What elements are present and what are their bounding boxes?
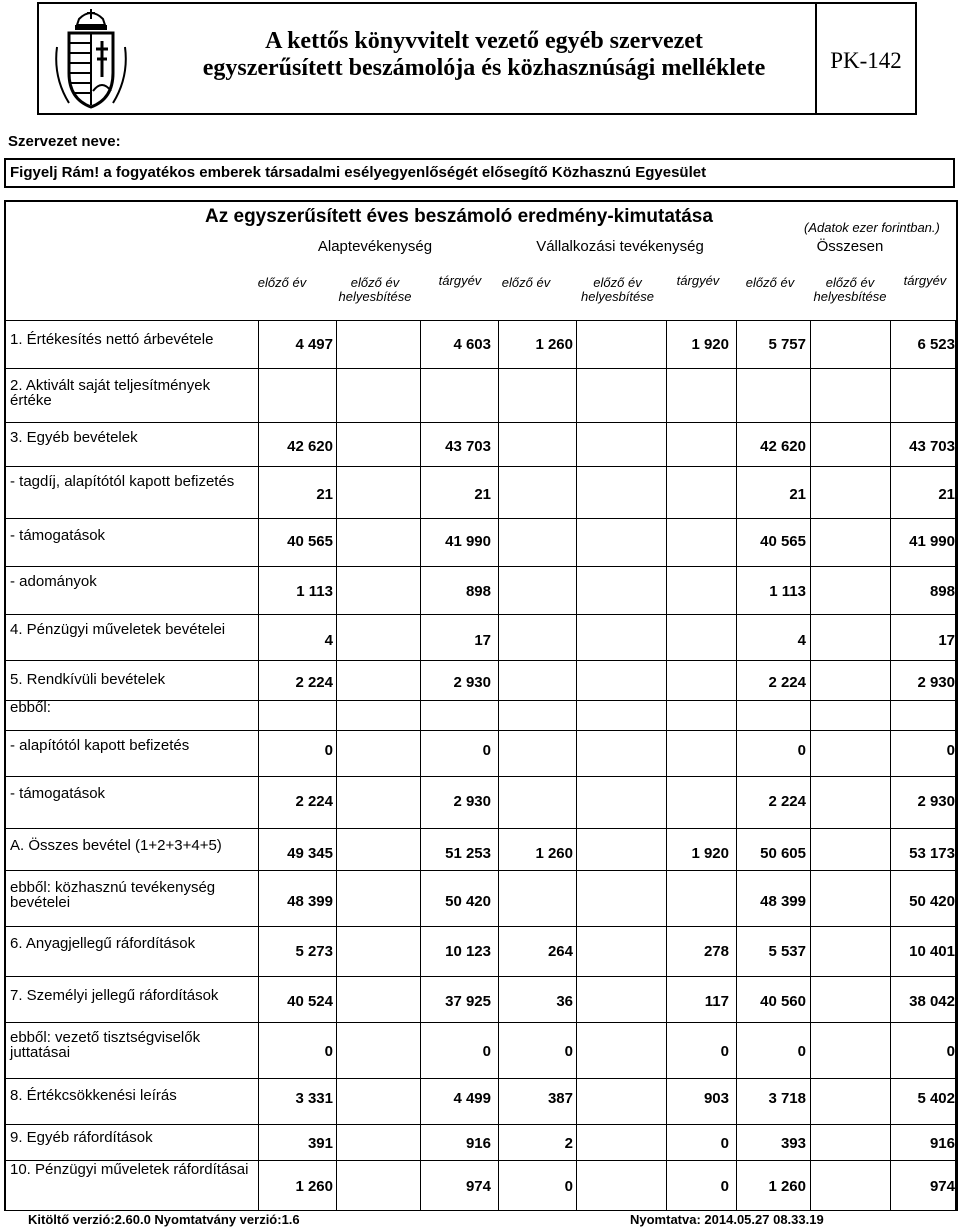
table-cell[interactable]: 5 273 xyxy=(295,943,333,960)
col-header-correction xyxy=(805,276,895,304)
column-divider xyxy=(666,320,667,1210)
row-label: 5. Rendkívüli bevételek xyxy=(10,671,166,688)
table-cell[interactable]: 387 xyxy=(547,1090,573,1107)
col-header-correction-line-2: helyesbítése xyxy=(338,289,412,304)
table-cell[interactable]: 0 xyxy=(720,1178,729,1195)
table-cell[interactable]: 2 224 xyxy=(295,674,333,691)
table-cell[interactable]: 5 757 xyxy=(768,336,806,353)
col-header-correction-line-1: előző év xyxy=(350,275,400,290)
table-cell[interactable]: 0 xyxy=(564,1043,573,1060)
table-cell[interactable]: 1 920 xyxy=(691,336,729,353)
table-cell[interactable]: 51 253 xyxy=(445,845,491,862)
row-divider xyxy=(4,1078,958,1079)
table-cell[interactable]: 4 xyxy=(797,632,806,649)
table-cell[interactable]: 0 xyxy=(324,1043,333,1060)
row-label: 4. Pénzügyi műveletek bevételei xyxy=(10,621,226,638)
table-cell[interactable]: 36 xyxy=(556,993,573,1010)
table-cell[interactable]: 1 113 xyxy=(769,583,806,600)
row-label: 10. Pénzügyi műveletek ráfordításai xyxy=(10,1161,249,1178)
table-cell[interactable]: 898 xyxy=(929,583,955,600)
table-cell[interactable]: 37 925 xyxy=(445,993,491,1010)
table-cell[interactable]: 0 xyxy=(797,1043,806,1060)
table-cell[interactable]: 50 420 xyxy=(909,893,955,910)
table-cell[interactable]: 17 xyxy=(938,632,955,649)
table-cell[interactable]: 17 xyxy=(474,632,491,649)
group-header-total: Összesen xyxy=(816,238,884,255)
row-divider xyxy=(4,1210,958,1211)
column-divider xyxy=(955,320,956,1210)
form-title xyxy=(149,28,819,82)
table-cell[interactable]: 41 990 xyxy=(909,533,955,550)
table-cell[interactable]: 2 224 xyxy=(768,793,806,810)
table-cell[interactable]: 0 xyxy=(946,742,955,759)
table-cell[interactable]: 4 499 xyxy=(453,1090,491,1107)
table-cell[interactable]: 1 920 xyxy=(691,845,729,862)
col-header-correction xyxy=(330,276,420,304)
row-divider xyxy=(4,422,958,423)
table-cell[interactable]: 264 xyxy=(547,943,573,960)
row-divider xyxy=(4,1022,958,1023)
table-cell[interactable]: 49 345 xyxy=(287,845,333,862)
table-cell[interactable]: 2 930 xyxy=(917,793,955,810)
table-cell[interactable]: 1 260 xyxy=(295,1178,333,1195)
row-label: ebből: xyxy=(10,699,51,716)
row-divider xyxy=(4,976,958,977)
table-cell[interactable]: 6 523 xyxy=(917,336,955,353)
table-cell[interactable]: 41 990 xyxy=(445,533,491,550)
row-divider xyxy=(4,926,958,927)
row-label: ebből: vezető tisztségviselők juttatásai xyxy=(10,1029,201,1061)
col-header-current-year: tárgyév xyxy=(438,273,482,288)
row-label: A. Összes bevétel (1+2+3+4+5) xyxy=(10,837,222,854)
table-cell[interactable]: 903 xyxy=(703,1090,729,1107)
col-header-previous-year: előző év xyxy=(257,275,307,290)
table-cell[interactable]: 4 xyxy=(324,632,333,649)
row-label: - tagdíj, alapítótól kapott befizetés xyxy=(10,473,235,490)
table-cell[interactable]: 1 260 xyxy=(768,1178,806,1195)
table-cell[interactable]: 1 260 xyxy=(535,845,573,862)
table-cell[interactable]: 0 xyxy=(324,742,333,759)
row-label: 7. Személyi jellegű ráfordítások xyxy=(10,987,219,1004)
table-cell[interactable]: 43 703 xyxy=(909,438,955,455)
table-cell[interactable]: 117 xyxy=(704,993,729,1010)
table-cell[interactable]: 43 703 xyxy=(445,438,491,455)
col-header-current-year: tárgyév xyxy=(903,273,947,288)
row-label: 3. Egyéb bevételek xyxy=(10,429,138,446)
column-divider xyxy=(576,320,577,1210)
table-cell[interactable]: 3 718 xyxy=(768,1090,806,1107)
footer-version: Kitöltő verzió:2.60.0 Nyomtatvány verzió:1.6 xyxy=(28,1212,300,1227)
table-cell[interactable]: 3 331 xyxy=(295,1090,333,1107)
column-divider xyxy=(810,320,811,1210)
row-divider xyxy=(4,776,958,777)
table-cell[interactable]: 21 xyxy=(938,486,955,503)
table-cell[interactable]: 1 113 xyxy=(296,583,333,600)
form-code: PK-142 xyxy=(830,48,902,73)
group-header-business: Vállalkozási tevékenység xyxy=(536,238,704,255)
table-cell[interactable]: 21 xyxy=(474,486,491,503)
table-cell[interactable]: 0 xyxy=(720,1043,729,1060)
form-title-line-2: egyszerűsített beszámolója és közhasznúsági melléklete xyxy=(202,55,766,81)
unit-note: (Adatok ezer forintban.) xyxy=(804,220,940,235)
table-cell[interactable]: 48 399 xyxy=(760,893,806,910)
row-label: - támogatások xyxy=(10,785,106,802)
table-cell[interactable]: 42 620 xyxy=(287,438,333,455)
table-cell[interactable]: 4 497 xyxy=(295,336,333,353)
row-divider xyxy=(4,614,958,615)
table-cell[interactable]: 2 224 xyxy=(768,674,806,691)
form-header xyxy=(37,2,917,115)
col-header-correction-line-1: előző év xyxy=(825,275,875,290)
table-cell[interactable]: 974 xyxy=(465,1178,491,1195)
row-divider xyxy=(4,566,958,567)
table-cell[interactable]: 0 xyxy=(720,1135,729,1152)
table-cell[interactable]: 391 xyxy=(307,1135,333,1152)
row-label: 8. Értékcsökkenési leírás xyxy=(10,1087,177,1104)
table-title: Az egyszerűsített éves beszámoló eredmény-kimutatása xyxy=(205,206,713,227)
row-divider xyxy=(4,320,958,321)
table-cell[interactable]: 40 524 xyxy=(287,993,333,1010)
column-divider xyxy=(498,320,499,1210)
table-cell[interactable]: 2 xyxy=(564,1135,573,1152)
col-header-correction xyxy=(570,276,665,304)
table-cell[interactable]: 393 xyxy=(780,1135,806,1152)
table-cell[interactable]: 21 xyxy=(316,486,333,503)
table-cell[interactable]: 4 603 xyxy=(453,336,491,353)
row-divider xyxy=(4,368,958,369)
table-cell[interactable]: 0 xyxy=(564,1178,573,1195)
table-cell[interactable]: 974 xyxy=(929,1178,955,1195)
group-header-basic: Alaptevékenység xyxy=(317,238,433,255)
table-cell[interactable]: 40 565 xyxy=(287,533,333,550)
row-label: 6. Anyagjellegű ráfordítások xyxy=(10,935,196,952)
table-cell[interactable]: 5 402 xyxy=(917,1090,955,1107)
organization-label: Szervezet neve: xyxy=(8,133,121,150)
column-divider xyxy=(336,320,337,1210)
footer-print-date: Nyomtatva: 2014.05.27 08.33.19 xyxy=(630,1212,824,1227)
table-cell[interactable]: 2 930 xyxy=(453,674,491,691)
row-label: - alapítótól kapott befizetés xyxy=(10,737,190,754)
table-cell[interactable]: 2 930 xyxy=(453,793,491,810)
table-cell[interactable]: 2 930 xyxy=(917,674,955,691)
table-cell[interactable]: 40 560 xyxy=(760,993,806,1010)
row-label: ebből: közhasznú tevékenység bevételei xyxy=(10,879,216,911)
col-header-previous-year: előző év xyxy=(745,275,795,290)
row-divider xyxy=(4,1124,958,1125)
row-label: - adományok xyxy=(10,573,97,590)
row-divider xyxy=(4,518,958,519)
row-label: - támogatások xyxy=(10,527,106,544)
table-cell[interactable]: 40 565 xyxy=(760,533,806,550)
table-cell[interactable]: 21 xyxy=(789,486,806,503)
col-header-correction-line-2: helyesbítése xyxy=(581,289,654,304)
organization-name-field[interactable]: Figyelj Rám! a fogyatékos emberek társadalmi esélyegyenlőségét elősegítő Közhasznú Egyesület xyxy=(4,158,955,188)
row-label: 9. Egyéb ráfordítások xyxy=(10,1129,153,1146)
row-label: 1. Értékesítés nettó árbevétele xyxy=(10,331,214,348)
table-cell[interactable]: 48 399 xyxy=(287,893,333,910)
table-cell[interactable]: 0 xyxy=(482,1043,491,1060)
table-cell[interactable]: 53 173 xyxy=(909,845,955,862)
table-cell[interactable]: 42 620 xyxy=(760,438,806,455)
row-divider xyxy=(4,660,958,661)
col-header-current-year: tárgyév xyxy=(676,273,720,288)
table-cell[interactable]: 10 123 xyxy=(445,943,491,960)
table-cell[interactable]: 0 xyxy=(946,1043,955,1060)
table-cell[interactable]: 50 605 xyxy=(760,845,806,862)
table-cell[interactable]: 5 537 xyxy=(768,943,806,960)
col-header-correction-line-1: előző év xyxy=(593,275,642,290)
row-label: 2. Aktivált saját teljesítmények értéke xyxy=(10,377,211,409)
row-divider xyxy=(4,730,958,731)
col-header-correction-line-2: helyesbítése xyxy=(813,289,887,304)
table-cell[interactable]: 10 401 xyxy=(909,943,955,960)
table-cell[interactable]: 0 xyxy=(797,742,806,759)
col-header-previous-year: előző év xyxy=(501,275,551,290)
table-cell[interactable]: 1 260 xyxy=(535,336,573,353)
form-title-line-1: A kettős könyvvitelt vezető egyéb szervezet xyxy=(265,28,703,54)
table-cell[interactable]: 50 420 xyxy=(445,893,491,910)
row-divider xyxy=(4,870,958,871)
coat-of-arms-icon xyxy=(49,7,133,111)
row-divider xyxy=(4,828,958,829)
table-cell[interactable]: 38 042 xyxy=(909,993,955,1010)
row-divider xyxy=(4,466,958,467)
table-cell[interactable]: 898 xyxy=(465,583,491,600)
table-cell[interactable]: 2 224 xyxy=(295,793,333,810)
table-cell[interactable]: 916 xyxy=(465,1135,491,1152)
table-cell[interactable]: 0 xyxy=(482,742,491,759)
table-cell[interactable]: 278 xyxy=(703,943,729,960)
table-cell[interactable]: 916 xyxy=(929,1135,955,1152)
